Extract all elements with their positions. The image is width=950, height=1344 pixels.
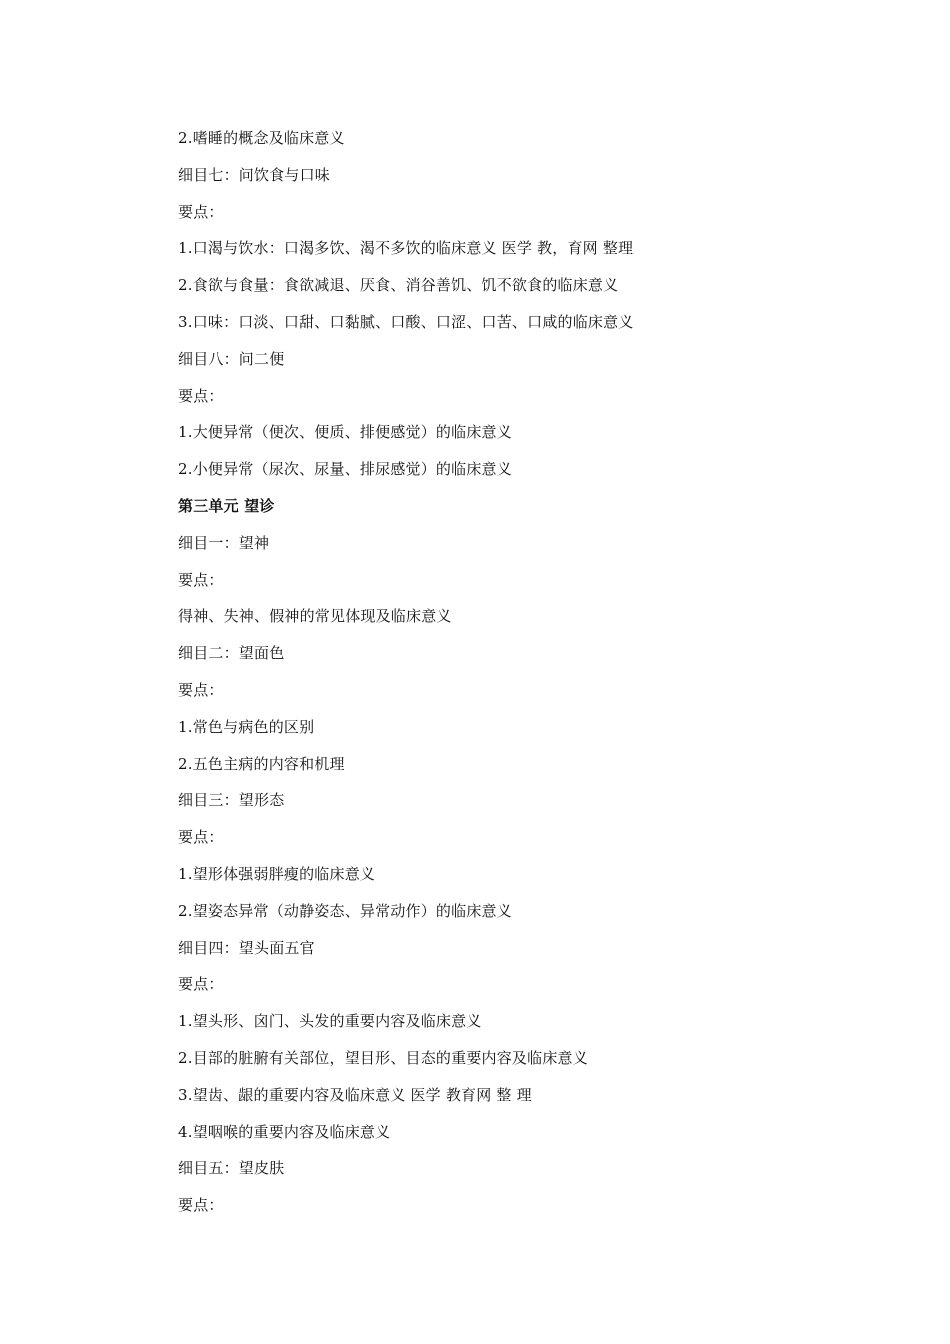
text-line: 要点： bbox=[178, 828, 224, 847]
text-line: 1.望形体强弱胖瘦的临床意义 bbox=[178, 864, 376, 883]
text-line: 要点： bbox=[178, 386, 224, 405]
text-line: 得神、失神、假神的常见体现及临床意义 bbox=[178, 607, 452, 626]
text-line: 3.望齿、龈的重要内容及临床意义 医学 教育网 整 理 bbox=[178, 1085, 532, 1104]
section-subheading: 细目四：望头面五官 bbox=[178, 938, 315, 957]
text-line: 1.口渴与饮水：口渴多饮、渴不多饮的临床意义 医学 教，育网 整理 bbox=[178, 239, 634, 258]
text-line: 2.目部的脏腑有关部位，望目形、目态的重要内容及临床意义 bbox=[178, 1048, 588, 1067]
text-line: 3.口味：口淡、口甜、口黏腻、口酸、口涩、口苦、口咸的临床意义 bbox=[178, 312, 634, 331]
text-line: 2.望姿态异常（动静姿态、异常动作）的临床意义 bbox=[178, 901, 512, 920]
text-line: 要点： bbox=[178, 680, 224, 699]
text-line: 要点： bbox=[178, 1196, 224, 1215]
text-line: 要点： bbox=[178, 202, 224, 221]
section-subheading: 细目七：问饮食与口味 bbox=[178, 165, 331, 184]
text-line: 要点： bbox=[178, 570, 224, 589]
text-line: 2.嗜睡的概念及临床意义 bbox=[178, 129, 345, 147]
text-line: 2.五色主病的内容和机理 bbox=[178, 754, 345, 773]
section-subheading: 细目一：望神 bbox=[178, 533, 270, 552]
section-subheading: 细目三：望形态 bbox=[178, 791, 285, 810]
text-line: 1.大便异常（便次、便质、排便感觉）的临床意义 bbox=[178, 423, 512, 442]
text-line: 要点： bbox=[178, 975, 224, 994]
text-line: 2.小便异常（尿次、尿量、排尿感觉）的临床意义 bbox=[178, 460, 512, 479]
document-body bbox=[178, 124, 878, 1228]
section-subheading: 细目八：问二便 bbox=[178, 349, 285, 368]
text-line: 1.常色与病色的区别 bbox=[178, 717, 315, 736]
text-line: 2.食欲与食量：食欲减退、厌食、消谷善饥、饥不欲食的临床意义 bbox=[178, 276, 619, 295]
text-line: 4.望咽喉的重要内容及临床意义 bbox=[178, 1122, 391, 1141]
unit-heading: 第三单元 望诊 bbox=[178, 496, 275, 515]
section-subheading: 细目二：望面色 bbox=[178, 644, 285, 663]
section-subheading: 细目五：望皮肤 bbox=[178, 1159, 285, 1178]
text-line: 1.望头形、囟门、头发的重要内容及临床意义 bbox=[178, 1012, 482, 1031]
